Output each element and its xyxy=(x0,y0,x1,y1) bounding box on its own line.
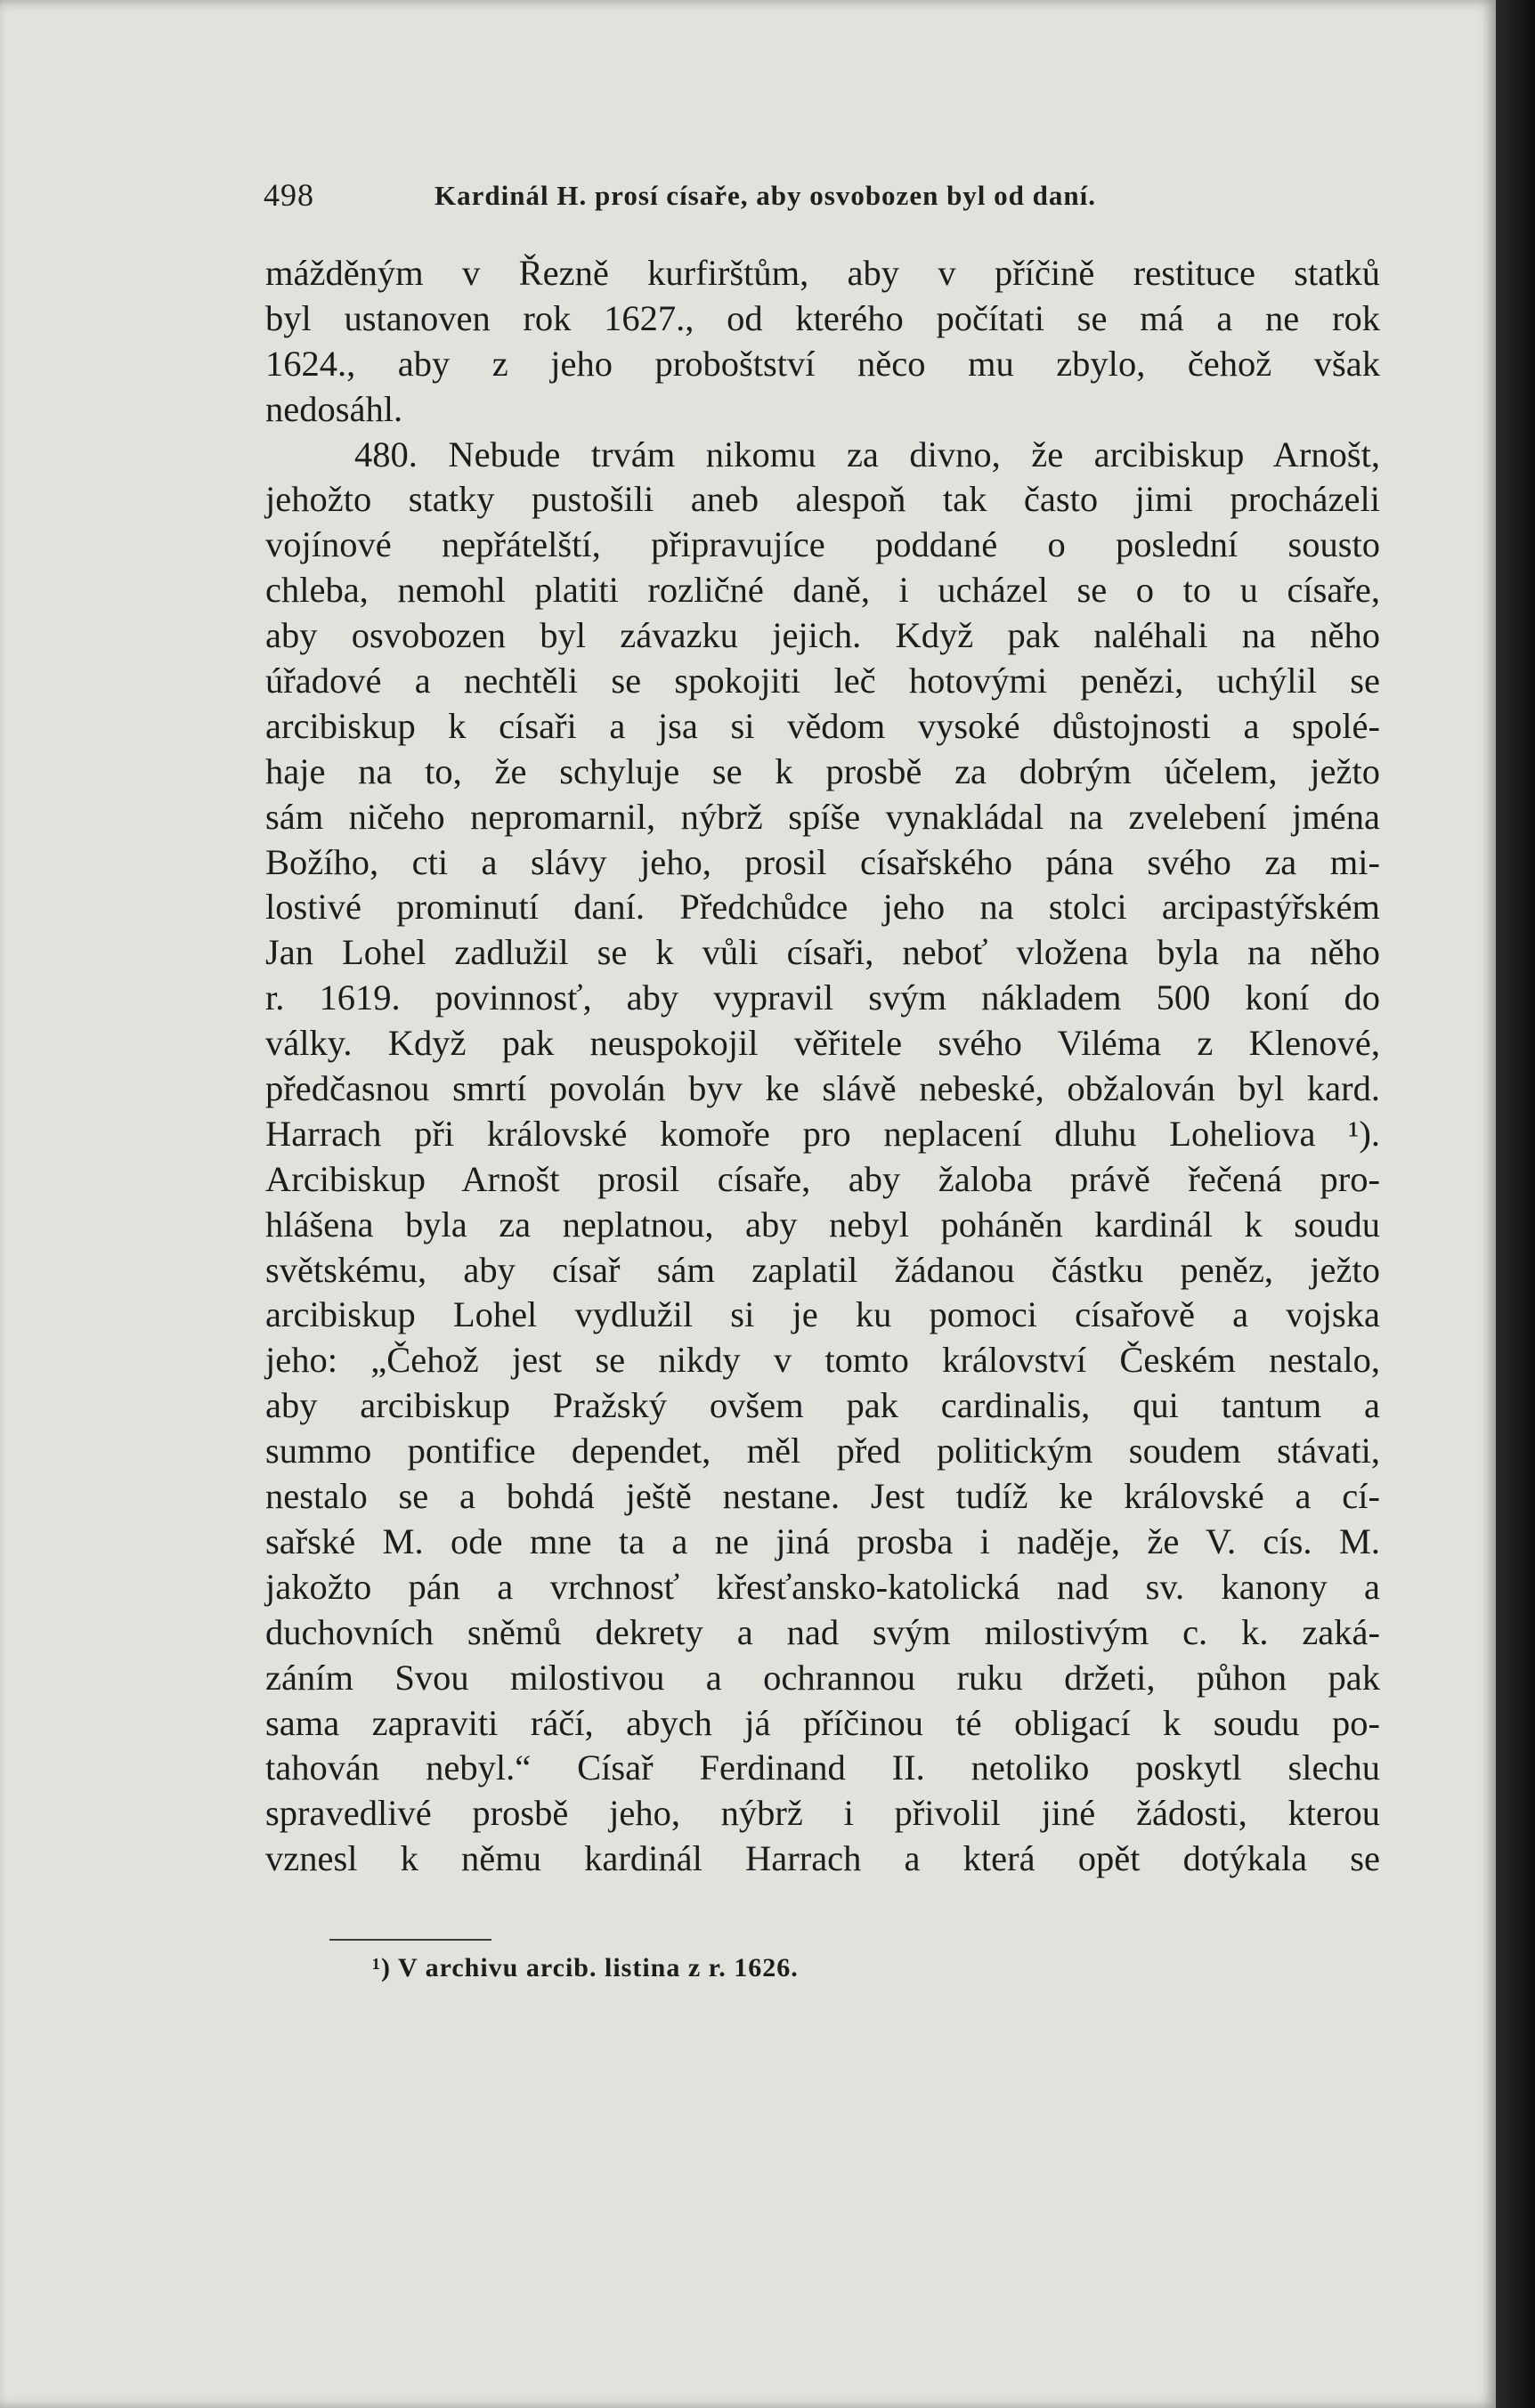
text-line: aby osvobozen byl závazku jejich. Když pak naléhali na něho xyxy=(265,615,1380,656)
scan-edge xyxy=(1496,0,1535,2408)
text-line: vojínové nepřátelští, připravujíce poddané o poslední sousto xyxy=(265,524,1380,565)
page-number: 498 xyxy=(264,177,314,213)
text-line: sám ničeho nepromarnil, nýbrž spíše vynakládal na zvelebení jména xyxy=(265,796,1380,837)
text-line: sama zapraviti ráčí, abych já příčinou té obligací k soudu po- xyxy=(265,1702,1380,1743)
text-line: předčasnou smrtí povolán byv ke slávě nebeské, obžalován byl kard. xyxy=(265,1068,1380,1109)
page-header xyxy=(264,176,1385,226)
text-line: hlášena byla za neplatnou, aby nebyl poháněn kardinál k soudu xyxy=(265,1204,1380,1245)
text-line: Arcibiskup Arnošt prosil císaře, aby žaloba právě řečená pro- xyxy=(265,1158,1380,1199)
text-line: summo pontifice dependet, měl před politickým soudem stávati, xyxy=(265,1431,1380,1472)
text-line: r. 1619. povinnosť, aby vypravil svým nákladem 500 koní do xyxy=(265,977,1380,1018)
footnote-marker: ¹) xyxy=(372,1953,391,1982)
text-line: Harrach při královské komoře pro neplacení dluhu Loheliova ¹). xyxy=(265,1113,1380,1154)
footnote-text: V archivu arcib. listina z r. 1626. xyxy=(397,1953,799,1982)
text-line: arcibiskup k císaři a jsa si vědom vysoké důstojnosti a spolé- xyxy=(265,705,1380,746)
text-line: duchovních sněmů dekrety a nad svým milostivým c. k. zaká- xyxy=(265,1611,1380,1652)
text-line: nestalo se a bohdá ještě nestane. Jest tudíž ke královské a cí- xyxy=(265,1476,1380,1517)
text-line: aby arcibiskup Pražský ovšem pak cardinalis, qui tantum a xyxy=(265,1385,1380,1426)
body-text xyxy=(265,251,1380,1882)
text-line: záním Svou milostivou a ochrannou ruku držeti, půhon pak xyxy=(265,1657,1380,1698)
text-line: světskému, aby císař sám zaplatil žádanou částku peněz, ježto xyxy=(265,1249,1380,1290)
text-line: úřadové a nechtěli se spokojiti leč hotovými penězi, uchýlil se xyxy=(265,661,1380,701)
footnote xyxy=(372,1953,799,1983)
text-line: jakožto pán a vrchnosť křesťansko-katolická nad sv. kanony a xyxy=(265,1566,1380,1607)
text-line: byl ustanoven rok 1627., od kterého počítati se má a ne rok xyxy=(265,297,1380,338)
text-line: sařské M. ode mne ta a ne jiná prosba i naděje, že V. cís. M. xyxy=(265,1520,1380,1561)
text-line: tahován nebyl.“ Císař Ferdinand II. netoliko poskytl slechu xyxy=(265,1747,1380,1788)
text-line: nedosáhl. xyxy=(265,388,403,429)
text-line: Jan Lohel zadlužil se k vůli císaři, neboť vložena byla na něho xyxy=(265,932,1380,973)
text-line: arcibiskup Lohel vydlužil si je ku pomoci císařově a vojska xyxy=(265,1294,1380,1335)
paragraph-start-line: 480. Nebude trvám nikomu za divno, že arcibiskup Arnošt, xyxy=(354,434,1380,474)
text-line: 1624., aby z jeho proboštství něco mu zbylo, čehož však xyxy=(265,343,1380,384)
text-line: Božího, cti a slávy jeho, prosil císařského pána svého za mi- xyxy=(265,841,1380,882)
text-line: spravedlivé prosbě jeho, nýbrž i přivolil jiné žádosti, kterou xyxy=(265,1793,1380,1834)
text-line: haje na to, že schyluje se k prosbě za dobrým účelem, ježto xyxy=(265,750,1380,791)
text-line: vznesl k němu kardinál Harrach a která opět dotýkala se xyxy=(265,1838,1380,1879)
text-line: lostivé prominutí daní. Předchůdce jeho na stolci arcipastýřském xyxy=(265,887,1380,928)
text-line: chleba, nemohl platiti rozličné daně, i ucházel se o to u císaře, xyxy=(265,570,1380,611)
running-head: Kardinál H. prosí císaře, aby osvobozen byl od daní. xyxy=(435,180,1097,211)
footnote-rule xyxy=(329,1939,491,1941)
text-line: mážděným v Řezně kurfirštům, aby v příčině restituce statků xyxy=(265,253,1380,293)
text-line: jehožto statky pustošili aneb alespoň tak často jimi procházeli xyxy=(265,479,1380,520)
text-line: jeho: „Čehož jest se nikdy v tomto království Českém nestalo, xyxy=(265,1340,1380,1381)
text-line: války. Když pak neuspokojil věřitele svého Viléma z Klenové, xyxy=(265,1023,1380,1064)
